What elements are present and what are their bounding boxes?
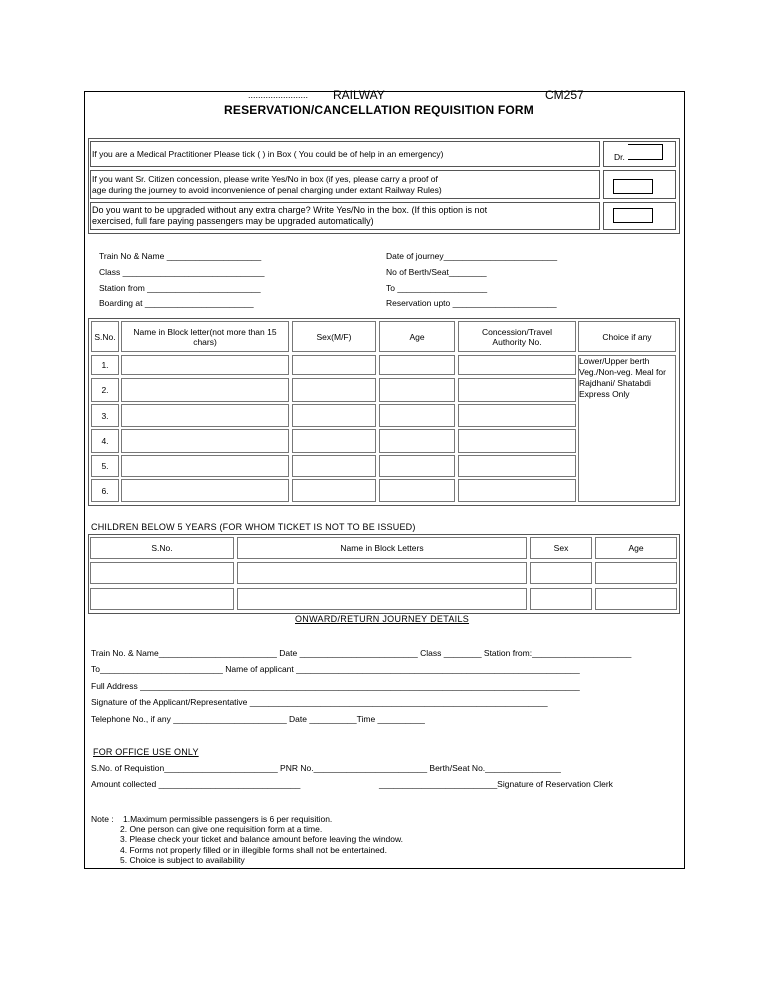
header-choice: Choice if any bbox=[578, 321, 676, 352]
applicant-signature-line[interactable]: Signature of the Applicant/Representative _______________________________________________________________ bbox=[91, 697, 548, 707]
telephone-line[interactable]: Telephone No., if any ________________________ Date __________Time __________ bbox=[91, 714, 425, 724]
child-row-2-sex[interactable] bbox=[530, 588, 592, 610]
row-2-sex[interactable] bbox=[292, 378, 376, 402]
row-3-age[interactable] bbox=[379, 404, 455, 427]
choice-note-4: Express Only bbox=[579, 389, 630, 399]
child-row-2-name[interactable] bbox=[237, 588, 527, 610]
header-age: Age bbox=[379, 321, 455, 352]
row-3-sex[interactable] bbox=[292, 404, 376, 427]
child-row-2-age[interactable] bbox=[595, 588, 677, 610]
form-title: RESERVATION/CANCELLATION REQUISITION FORM bbox=[224, 103, 534, 117]
clerk-signature-line[interactable]: _________________________Signature of Reservation Clerk bbox=[379, 779, 613, 789]
header-sex: Sex(M/F) bbox=[292, 321, 376, 352]
row-1-concession[interactable] bbox=[458, 355, 576, 375]
upgrade-text-1: Do you want to be upgraded without any extra charge? Write Yes/No in the box. (If this option is not bbox=[92, 205, 488, 215]
station-from-field[interactable]: Station from ________________________ bbox=[99, 283, 261, 293]
note-item-4: 4. Forms not properly filled or in illegible forms shall not be entertained. bbox=[120, 845, 387, 855]
upgrade-text-2: exercised, full fare paying passengers may be upgraded automatically) bbox=[92, 216, 374, 226]
choice-note-3: Rajdhani/ Shatabdi bbox=[579, 378, 651, 388]
row-1-age[interactable] bbox=[379, 355, 455, 375]
note-item-1: 1.Maximum permissible passengers is 6 per requisition. bbox=[123, 814, 333, 824]
child-row-1-age[interactable] bbox=[595, 562, 677, 584]
row-5-age[interactable] bbox=[379, 455, 455, 477]
row-6-age[interactable] bbox=[379, 479, 455, 502]
row-6-sex[interactable] bbox=[292, 479, 376, 502]
form-code: CM257 bbox=[545, 88, 584, 102]
row-1-name[interactable] bbox=[121, 355, 289, 375]
row-2-name[interactable] bbox=[121, 378, 289, 402]
row-2-age[interactable] bbox=[379, 378, 455, 402]
senior-text-2: age during the journey to avoid inconvenience of penal charging under extant Railway Rules) bbox=[92, 185, 442, 195]
onward-heading: ONWARD/RETURN JOURNEY DETAILS bbox=[295, 614, 470, 624]
child-row-1-sex[interactable] bbox=[530, 562, 592, 584]
medical-text: If you are a Medical Practitioner Please tick ( ) in Box ( You could be of help in an emergency) bbox=[92, 149, 444, 159]
medical-tick-box[interactable] bbox=[628, 144, 663, 160]
note-item-5: 5. Choice is subject to availability bbox=[120, 855, 245, 865]
header-concession: Concession/Travel Authority No. bbox=[458, 321, 576, 352]
row-4-age[interactable] bbox=[379, 429, 455, 453]
note-item-3: 3. Please check your ticket and balance amount before leaving the window. bbox=[120, 834, 404, 844]
child-header-name: Name in Block Letters bbox=[237, 537, 527, 559]
header-sno: S.No. bbox=[91, 321, 119, 352]
row-6-name[interactable] bbox=[121, 479, 289, 502]
child-header-sex: Sex bbox=[530, 537, 592, 559]
row-2-concession[interactable] bbox=[458, 378, 576, 402]
office-heading: FOR OFFICE USE ONLY bbox=[93, 747, 199, 757]
row-3-name[interactable] bbox=[121, 404, 289, 427]
row-6-sno: 6. bbox=[91, 479, 119, 502]
berths-field[interactable]: No of Berth/Seat________ bbox=[386, 267, 487, 277]
row-5-sno: 5. bbox=[91, 455, 119, 477]
header-name: Name in Block letter(not more than 15 chars) bbox=[121, 321, 289, 352]
children-heading: CHILDREN BELOW 5 YEARS (FOR WHOM TICKET IS NOT TO BE ISSUED) bbox=[91, 522, 416, 532]
reservation-upto-field[interactable]: Reservation upto ______________________ bbox=[386, 298, 557, 308]
dr-label: Dr. bbox=[614, 152, 625, 162]
note-label: Note : bbox=[91, 814, 114, 824]
child-row-2-sno[interactable] bbox=[90, 588, 234, 610]
upgrade-yes-no-box[interactable] bbox=[613, 208, 653, 223]
child-header-sno: S.No. bbox=[90, 537, 234, 559]
row-5-concession[interactable] bbox=[458, 455, 576, 477]
row-4-name[interactable] bbox=[121, 429, 289, 453]
onward-train-line[interactable]: Train No. & Name_________________________ Date _________________________ Class ________ Station from:_____________________ bbox=[91, 648, 632, 658]
class-field[interactable]: Class ______________________________ bbox=[99, 267, 265, 277]
row-5-sex[interactable] bbox=[292, 455, 376, 477]
choice-note-2: Veg./Non-veg. Meal for bbox=[579, 367, 666, 377]
child-header-age: Age bbox=[595, 537, 677, 559]
full-address-line[interactable]: Full Address _____________________________________________________________________________________________ bbox=[91, 681, 580, 691]
senior-text-1: If you want Sr. Citizen concession, please write Yes/No in box (if yes, please carry a proof of bbox=[92, 174, 438, 184]
child-row-1-sno[interactable] bbox=[90, 562, 234, 584]
row-3-sno: 3. bbox=[91, 404, 119, 427]
child-row-1-name[interactable] bbox=[237, 562, 527, 584]
row-4-concession[interactable] bbox=[458, 429, 576, 453]
office-requisition-line[interactable]: S.No. of Requistion________________________ PNR No.________________________ Berth/Seat No.________________ bbox=[91, 763, 561, 773]
railway-prefix: ........................ bbox=[248, 90, 309, 100]
to-field[interactable]: To ___________________ bbox=[386, 283, 488, 293]
row-5-name[interactable] bbox=[121, 455, 289, 477]
note-item-2: 2. One person can give one requisition form at a time. bbox=[120, 824, 323, 834]
boarding-field[interactable]: Boarding at _______________________ bbox=[99, 298, 254, 308]
amount-collected-line[interactable]: Amount collected ______________________________ bbox=[91, 779, 301, 789]
train-no-field[interactable]: Train No & Name ____________________ bbox=[99, 251, 262, 261]
row-1-sex[interactable] bbox=[292, 355, 376, 375]
date-of-journey-field[interactable]: Date of journey________________________ bbox=[386, 251, 558, 261]
onward-to-line[interactable]: To__________________________ Name of applicant ____________________________________________________________ bbox=[91, 664, 580, 674]
choice-note-1: Lower/Upper berth bbox=[579, 356, 650, 366]
row-6-concession[interactable] bbox=[458, 479, 576, 502]
senior-yes-no-box[interactable] bbox=[613, 179, 653, 194]
row-4-sno: 4. bbox=[91, 429, 119, 453]
row-1-sno: 1. bbox=[91, 355, 119, 375]
row-3-concession[interactable] bbox=[458, 404, 576, 427]
row-2-sno: 2. bbox=[91, 378, 119, 402]
row-4-sex[interactable] bbox=[292, 429, 376, 453]
railway-label: RAILWAY bbox=[333, 88, 385, 102]
